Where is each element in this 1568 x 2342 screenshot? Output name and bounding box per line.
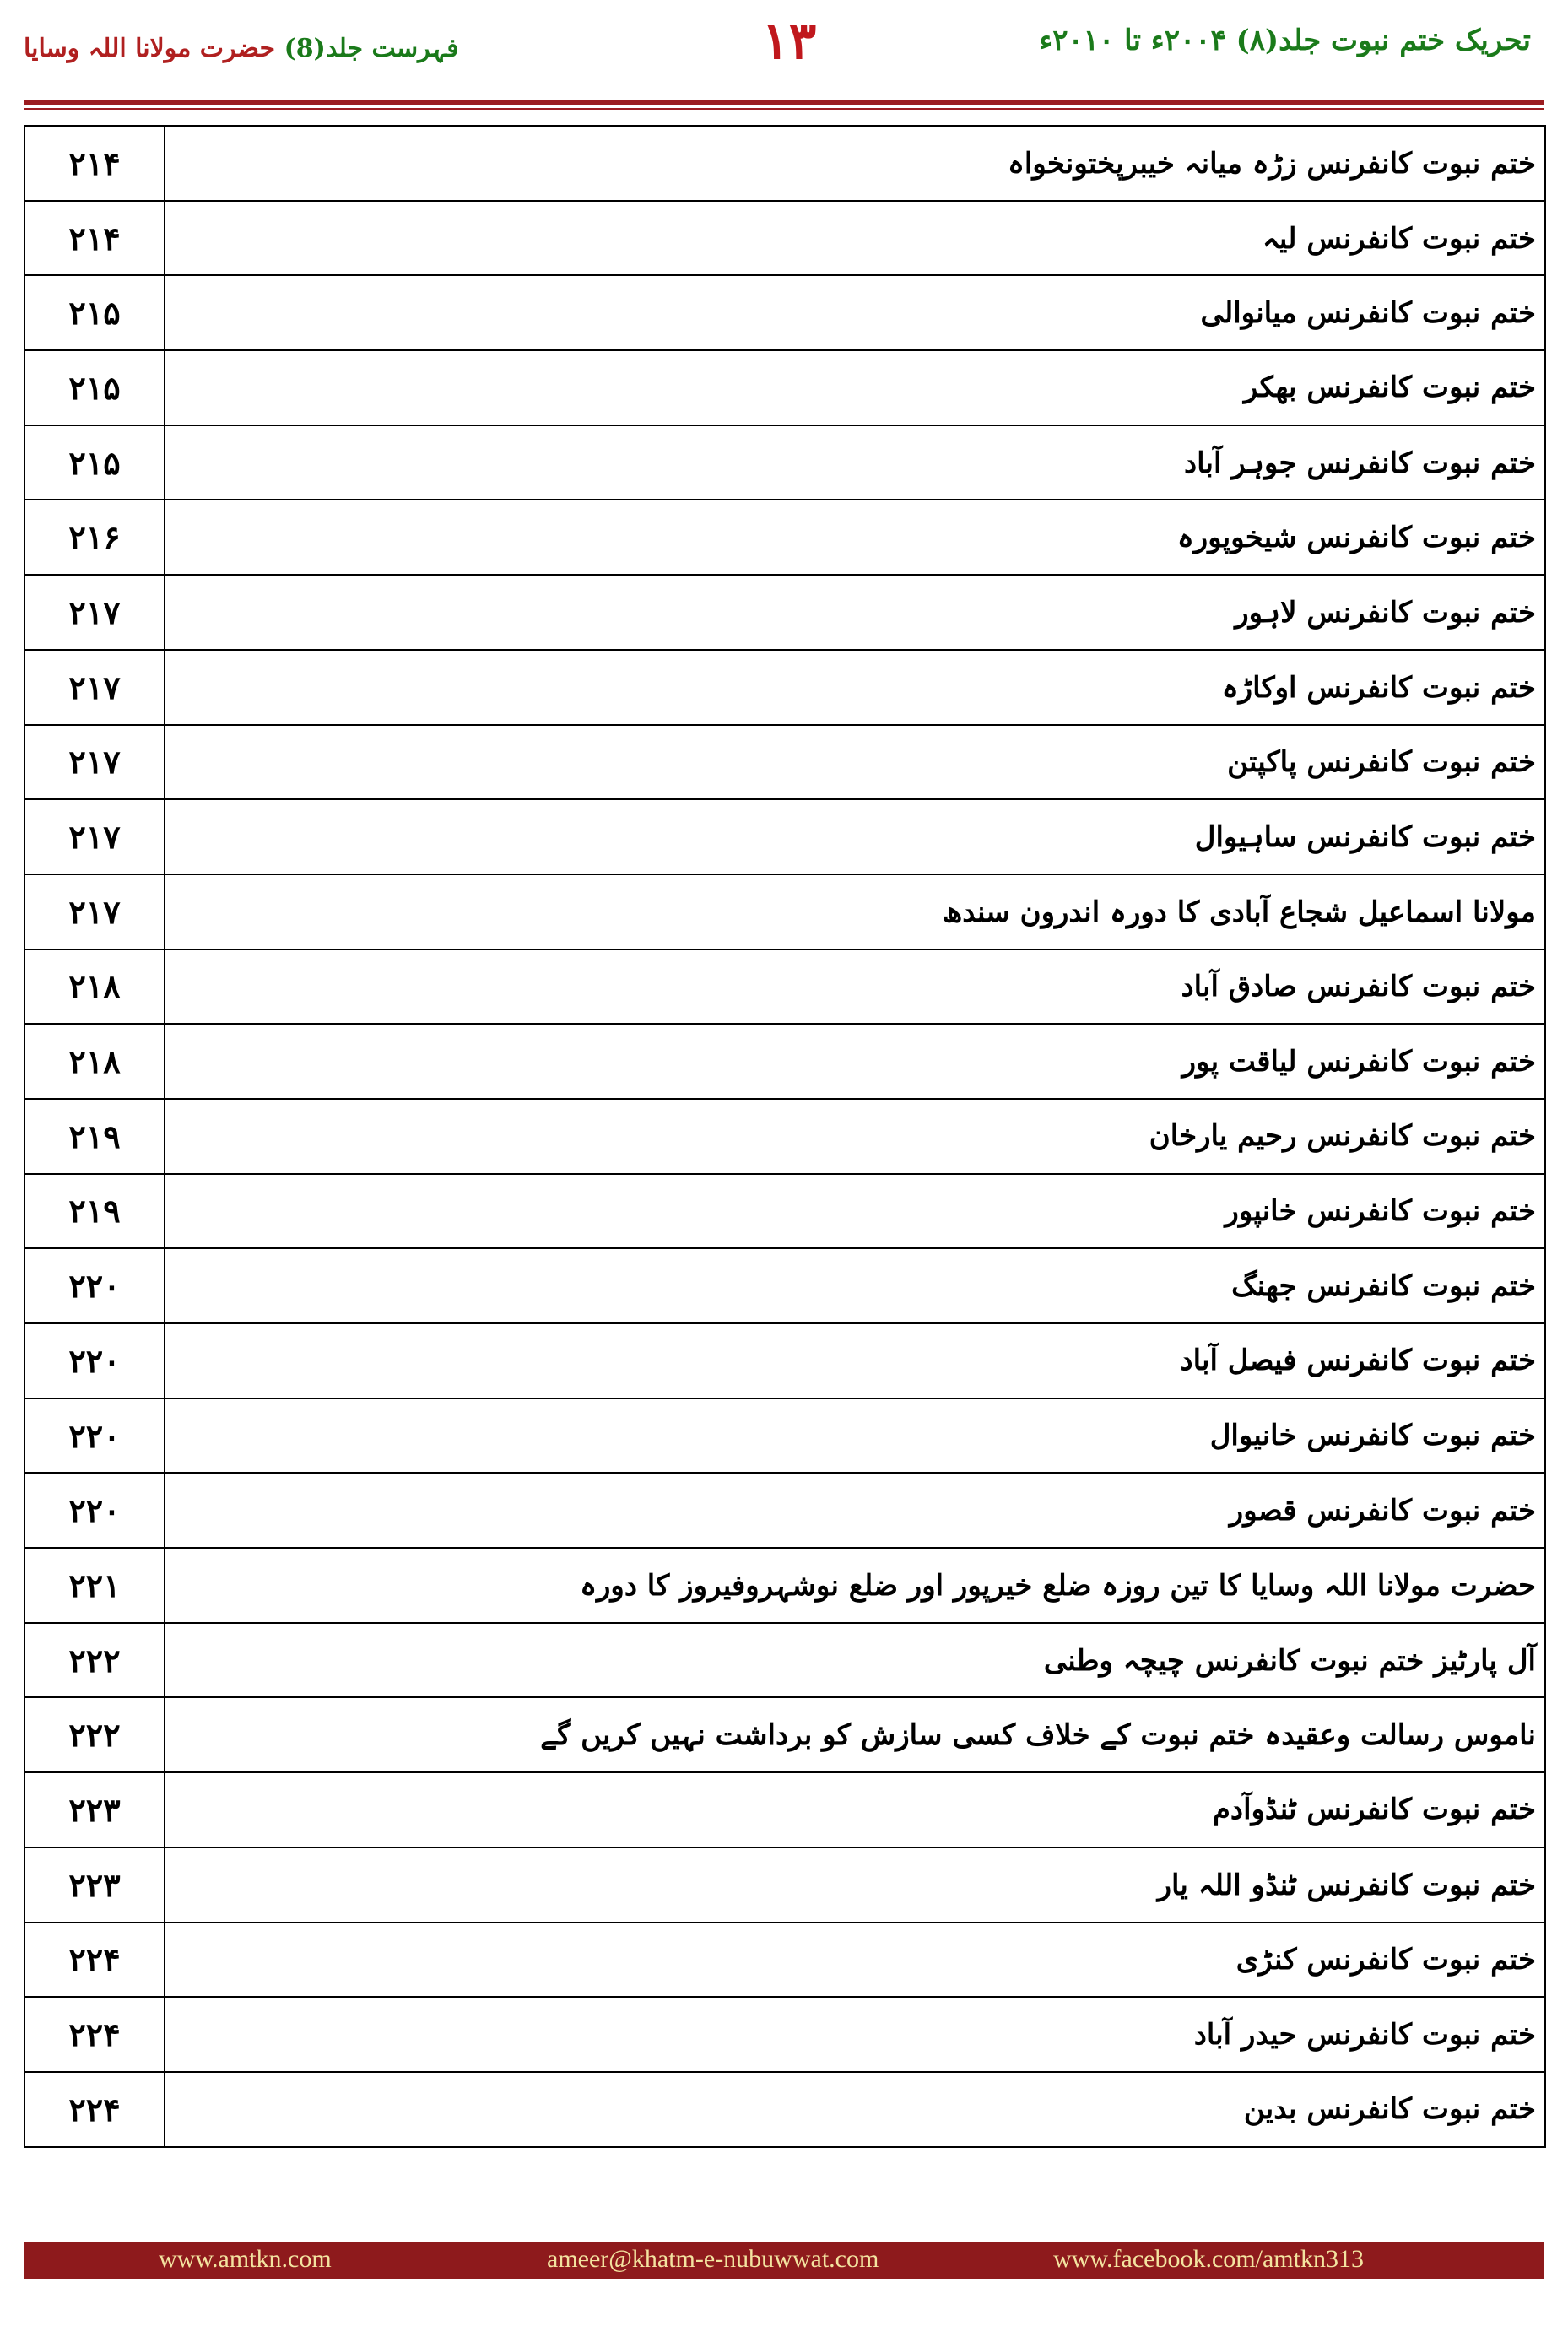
- toc-entry-title: مولانا اسماعیل شجاع آبادی کا دورہ اندرون سندھ: [942, 895, 1536, 929]
- toc-page-number: ۲۱۹: [25, 1100, 165, 1173]
- toc-page-number: ۲۱۷: [25, 576, 165, 649]
- author-name: حضرت مولانا اللہ وسایا: [24, 34, 276, 63]
- toc-entry-title: ختم نبوت کانفرنس جوہر آباد: [1184, 446, 1536, 480]
- toc-row: [25, 1025, 1544, 1100]
- toc-row: [25, 576, 1544, 651]
- toc-row: [25, 651, 1544, 726]
- toc-page-number: ۲۱۵: [25, 426, 165, 500]
- toc-page-number: ۲۲۴: [25, 2073, 165, 2146]
- toc-page-number: ۲۲۰: [25, 1474, 165, 1547]
- toc-row: [25, 1175, 1544, 1250]
- toc-row: [25, 1249, 1544, 1324]
- toc-row: [25, 1848, 1544, 1923]
- toc-page-number: ۲۲۱: [25, 1549, 165, 1622]
- toc-entry-title: ختم نبوت کانفرنس لیاقت پور: [1181, 1044, 1536, 1079]
- toc-page-number: ۲۲۰: [25, 1399, 165, 1473]
- toc-entry-title: ختم نبوت کانفرنس بھکر: [1243, 371, 1536, 405]
- toc-row: [25, 202, 1544, 277]
- toc-entry-title: حضرت مولانا اللہ وسایا کا تین روزہ ضلع خیرپور اور ضلع نوشہروفیروز کا دورہ: [580, 1568, 1536, 1603]
- page-header: [0, 0, 1568, 101]
- toc-page-number: ۲۱۵: [25, 351, 165, 425]
- toc-row: [25, 875, 1544, 950]
- toc-page-number: ۲۱۷: [25, 800, 165, 874]
- toc-row: [25, 1549, 1544, 1624]
- toc-row: [25, 800, 1544, 875]
- toc-page-number: ۲۱۷: [25, 726, 165, 799]
- website-link[interactable]: www.amtkn.com: [159, 2245, 332, 2273]
- toc-row: [25, 1624, 1544, 1699]
- toc-row: [25, 127, 1544, 202]
- toc-page-number: ۲۱۴: [25, 127, 165, 200]
- table-of-contents: [24, 125, 1546, 2148]
- toc-row: [25, 1324, 1544, 1399]
- toc-page-number: ۲۱۷: [25, 875, 165, 949]
- toc-row: [25, 1998, 1544, 2073]
- toc-page-number: ۲۱۵: [25, 276, 165, 349]
- toc-entry-title: ختم نبوت کانفرنس زڑہ میانہ خیبرپختونخواہ: [1007, 146, 1536, 181]
- toc-entry-title: ختم نبوت کانفرنس ساہیوال: [1194, 820, 1536, 855]
- header-divider: [24, 100, 1544, 105]
- toc-entry-title: ختم نبوت کانفرنس لاہور: [1235, 595, 1536, 630]
- toc-page-number: ۲۲۳: [25, 1848, 165, 1922]
- header-divider-thin: [24, 108, 1544, 110]
- toc-page-number: ۲۲۴: [25, 1998, 165, 2071]
- toc-entry-title: ختم نبوت کانفرنس پاکپتن: [1227, 744, 1536, 779]
- toc-page-number: ۲۲۳: [25, 1773, 165, 1847]
- toc-page-number: ۲۲۰: [25, 1249, 165, 1322]
- toc-entry-title: ختم نبوت کانفرنس کنڑی: [1235, 1942, 1536, 1977]
- toc-entry-title: ختم نبوت کانفرنس فیصل آباد: [1180, 1344, 1536, 1378]
- toc-entry-title: ختم نبوت کانفرنس لیہ: [1262, 221, 1536, 256]
- toc-row: [25, 950, 1544, 1025]
- toc-entry-title: ختم نبوت کانفرنس بدین: [1243, 2092, 1536, 2127]
- toc-entry-title: ناموس رسالت وعقیدہ ختم نبوت کے خلاف کسی سازش کو برداشت نہیں کریں گے: [540, 1718, 1536, 1753]
- toc-page-number: ۲۲۲: [25, 1698, 165, 1771]
- toc-row: [25, 426, 1544, 501]
- facebook-link[interactable]: www.facebook.com/amtkn313: [1053, 2245, 1364, 2273]
- toc-entry-title: ختم نبوت کانفرنس شیخوپورہ: [1176, 521, 1536, 555]
- toc-row: [25, 2073, 1544, 2148]
- toc-row: [25, 726, 1544, 801]
- toc-row: [25, 1474, 1544, 1549]
- index-label: فہرست جلد(8): [284, 34, 459, 63]
- toc-entry-title: ختم نبوت کانفرنس خانپور: [1225, 1193, 1536, 1228]
- toc-page-number: ۲۱۹: [25, 1175, 165, 1248]
- toc-entry-title: ختم نبوت کانفرنس جھنگ: [1231, 1268, 1536, 1303]
- toc-entry-title: ختم نبوت کانفرنس قصور: [1229, 1493, 1536, 1528]
- toc-row: [25, 276, 1544, 351]
- toc-page-number: ۲۱۷: [25, 651, 165, 724]
- toc-entry-title: ختم نبوت کانفرنس خانیوال: [1209, 1419, 1536, 1453]
- toc-row: [25, 351, 1544, 426]
- toc-page-number: ۲۱۸: [25, 950, 165, 1024]
- toc-row: [25, 1698, 1544, 1773]
- toc-row: [25, 1773, 1544, 1848]
- toc-entry-title: ختم نبوت کانفرنس حیدر آباد: [1193, 2017, 1536, 2052]
- email-link[interactable]: ameer@khatm-e-nubuwwat.com: [547, 2245, 879, 2273]
- book-title: تحریک ختم نبوت جلد(۸) ۲۰۰۴ء تا ۲۰۱۰ء: [1039, 24, 1531, 57]
- toc-page-number: ۲۱۸: [25, 1025, 165, 1098]
- toc-page-number: ۲۲۴: [25, 1923, 165, 1997]
- toc-entry-title: ختم نبوت کانفرنس رحیم یارخان: [1149, 1119, 1536, 1154]
- toc-page-number: ۲۱۶: [25, 500, 165, 574]
- toc-entry-title: ختم نبوت کانفرنس ٹنڈو اللہ یار: [1157, 1868, 1536, 1902]
- toc-entry-title: ختم نبوت کانفرنس میانوالی: [1200, 295, 1536, 330]
- toc-entry-title: ختم نبوت کانفرنس اوکاڑہ: [1221, 670, 1536, 705]
- toc-entry-title: ختم نبوت کانفرنس ٹنڈوآدم: [1212, 1793, 1536, 1827]
- page-footer: [24, 2242, 1544, 2279]
- toc-page-number: ۲۲۲: [25, 1624, 165, 1697]
- toc-entry-title: آل پارٹیز ختم نبوت کانفرنس چیچہ وطنی: [1043, 1643, 1536, 1678]
- page-number: ۱۳: [761, 12, 817, 71]
- toc-page-number: ۲۲۰: [25, 1324, 165, 1398]
- toc-row: [25, 1399, 1544, 1474]
- toc-page-number: ۲۱۴: [25, 202, 165, 275]
- toc-row: [25, 500, 1544, 576]
- toc-entry-title: ختم نبوت کانفرنس صادق آباد: [1181, 969, 1536, 1003]
- index-caption: [24, 34, 459, 63]
- toc-row: [25, 1100, 1544, 1175]
- toc-row: [25, 1923, 1544, 1999]
